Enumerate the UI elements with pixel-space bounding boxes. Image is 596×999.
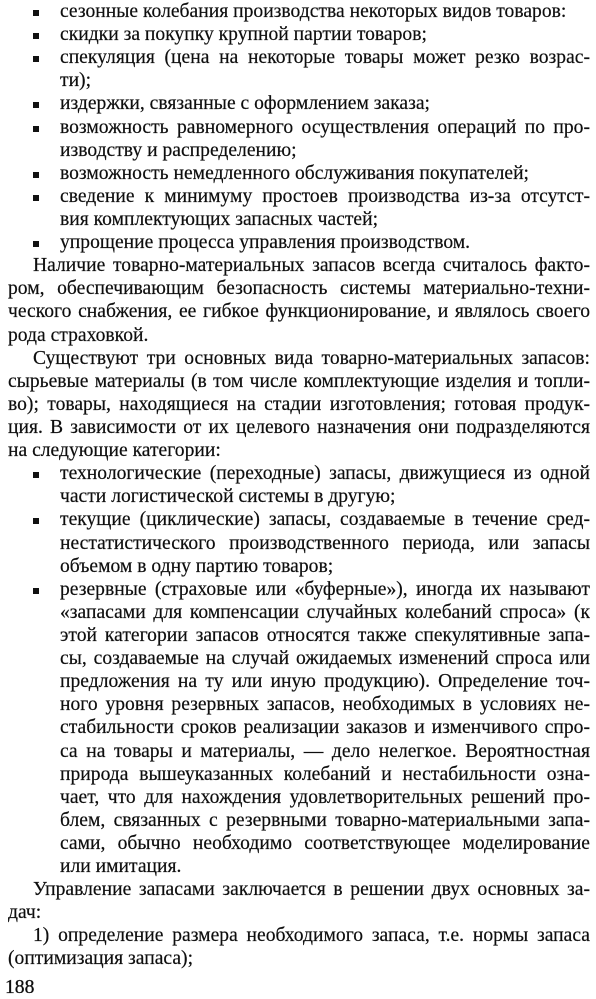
text-line: во); товары, находящиеся на стадии изготовления; готовая продук-	[8, 393, 590, 415]
text-line: ного уровня резервных запасов, необходимых в условиях не-	[60, 694, 590, 716]
text-line: «запасами для компенсации случайных колебаний спроса» (к	[60, 601, 590, 623]
text-line: са на товары и материалы, — дело нелегкое. Вероятностная	[60, 740, 590, 762]
list-item	[8, 185, 590, 231]
text-line: или имитация.	[60, 856, 182, 878]
text-line: объемом в одну партию товаров;	[60, 555, 334, 577]
text-line: Существуют три основных вида товарно-материальных запасов:	[33, 347, 590, 369]
text-line: ти);	[60, 70, 92, 92]
text-line: рода страховкой.	[8, 324, 149, 346]
text-line: Наличие товарно-материальных запасов всегда считалось факто-	[33, 255, 590, 277]
text-line	[8, 92, 590, 115]
text-line: изводству и распределению;	[60, 139, 297, 161]
text-line	[8, 23, 590, 46]
text-line: ром, обеспечивающим безопасность системы материально-техни-	[8, 278, 590, 300]
page-number: 188	[5, 977, 35, 998]
square-bullet-icon	[33, 33, 39, 39]
paragraph	[8, 254, 590, 346]
text-line: нестатистического производственного периода, или запасы	[60, 532, 590, 554]
bulleted-list	[8, 462, 590, 878]
square-bullet-icon	[33, 10, 39, 16]
text-line	[8, 462, 590, 485]
list-item-text: возможность равномерного осуществления операций по про-	[60, 116, 590, 138]
text-line: 1) определение размера необходимого запаса, т.е. нормы запаса	[33, 925, 590, 947]
list-item-text: спекуляция (цена на некоторые товары может резко возрас-	[60, 47, 590, 69]
square-bullet-icon	[33, 472, 39, 478]
square-bullet-icon	[33, 172, 39, 178]
square-bullet-icon	[33, 126, 39, 132]
bulleted-list	[8, 0, 590, 254]
list-item-text: сведение к минимуму простоев производства из-за отсутст-	[60, 185, 590, 207]
list-item-text: технологические (переходные) запасы, движущиеся из одной	[60, 463, 590, 485]
list-item	[8, 46, 590, 92]
text-line: блем, связанных с резервными товарно-материальными запа-	[60, 809, 590, 831]
text-line: ция. В зависимости от их целевого назначения они подразделяются	[8, 416, 590, 438]
list-item-text: сезонные колебания производства некоторых видов товаров:	[60, 1, 567, 22]
list-item	[8, 0, 590, 23]
list-item	[8, 116, 590, 162]
text-line: части логистической системы в другую;	[60, 486, 396, 508]
list-item-text: текущие (циклические) запасы, создаваемые в течение сред-	[60, 509, 590, 531]
paragraph	[8, 347, 590, 463]
list-item-text: упрощение процесса управления производством.	[60, 232, 471, 254]
book-page	[8, 0, 590, 971]
list-item-text: издержки, связанные с оформлением заказа;	[60, 93, 431, 115]
text-line	[8, 231, 590, 254]
square-bullet-icon	[33, 102, 39, 108]
text-line: вия комплектующих запасных частей;	[60, 208, 379, 230]
list-item	[8, 162, 590, 185]
list-item	[8, 23, 590, 46]
list-item	[8, 462, 590, 508]
text-line	[8, 578, 590, 601]
square-bullet-icon	[33, 588, 39, 594]
text-line	[8, 185, 590, 208]
text-line: чает, что для нахождения удовлетворительных решений про-	[60, 786, 590, 808]
list-item-text: возможность немедленного обслуживания покупателей;	[60, 162, 529, 184]
list-item	[8, 508, 590, 577]
text-line	[8, 116, 590, 139]
text-line: сами, обычно необходимо соответствующее моделирование	[60, 832, 590, 854]
text-line: дач:	[8, 902, 42, 924]
list-item	[8, 578, 590, 878]
text-line: ческого снабжения, ее гибкое функционирование, и являлось своего	[8, 301, 590, 323]
text-line: на следующие категории:	[8, 440, 221, 462]
text-line: этой категории запасов относятся также спекулятивные запа-	[60, 624, 590, 646]
list-item	[8, 92, 590, 115]
text-line: сырьевые материалы (в том числе комплектующие изделия и топли-	[8, 370, 590, 392]
list-item-text: скидки за покупку крупной партии товаров;	[60, 24, 427, 46]
paragraph	[8, 878, 590, 924]
text-line	[8, 508, 590, 531]
text-line: стабильности сроков реализации заказов и изменчивого спро-	[60, 717, 590, 739]
text-line: (оптимизация запаса);	[8, 948, 194, 970]
list-item	[8, 231, 590, 254]
text-line: предложения на ту или иную продукцию). Определение точ-	[60, 671, 590, 693]
list-item-text: резервные (страховые или «буферные»), иногда их называют	[60, 578, 590, 600]
text-line	[8, 162, 590, 185]
text-line	[8, 0, 590, 23]
text-line: природа вышеуказанных колебаний и нестабильности озна-	[60, 763, 590, 785]
text-line	[8, 46, 590, 69]
square-bullet-icon	[33, 195, 39, 201]
square-bullet-icon	[33, 56, 39, 62]
paragraph	[8, 924, 590, 970]
text-line: сы, создаваемые на случай ожидаемых изменений спроса или	[60, 648, 590, 670]
square-bullet-icon	[33, 241, 39, 247]
text-line: Управление запасами заключается в решении двух основных за-	[33, 879, 590, 901]
square-bullet-icon	[33, 518, 39, 524]
